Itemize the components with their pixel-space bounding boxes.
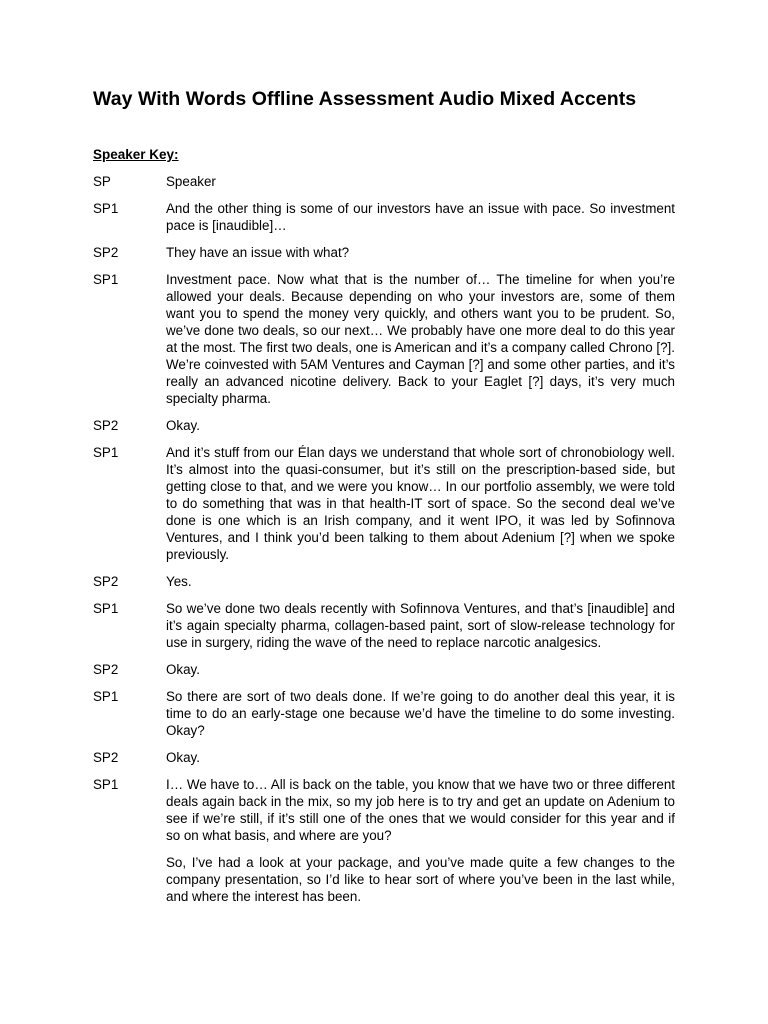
speaker-label: SP1 [93, 201, 119, 216]
transcript-row [93, 776, 675, 844]
utterance-text: They have an issue with what? [166, 245, 350, 260]
transcript [93, 173, 675, 844]
transcript-row [93, 688, 675, 739]
utterance-text: Speaker [166, 174, 216, 189]
utterance-text: So there are sort of two deals done. If we’re going to do another deal this year, it is time to do an early-stage one because we’d have the timeline to do some investing. Okay? [166, 689, 675, 738]
utterance-text: Okay. [166, 418, 200, 433]
transcript-row [93, 173, 675, 190]
utterance-text: Investment pace. Now what that is the number of… The timeline for when you’re allowed your deals. Because depending on who your investors are, some of them want you to spend the money very quickly, and others want you to be prudent. So, we’ve done two deals, so our next… We probably have one more deal to do this year at the most. The first two deals, one is American and it’s a company called Chrono [?]. We’re coinvested with 5AM Ventures and Cayman [?] and some other parties, and it’s really an advanced nicotine delivery. Back to your Eaglet [?] days, it’s very much specialty pharma. [166, 272, 675, 406]
utterance-text: Yes. [166, 574, 192, 589]
speaker-label: SP1 [93, 445, 119, 460]
speaker-key-heading: Speaker Key: [93, 147, 179, 162]
speaker-label: SP1 [93, 689, 119, 704]
transcript-row [93, 444, 675, 563]
utterance-text: I… We have to… All is back on the table, you know that we have two or three different deals again back in the mix, so my job here is to try and get an update on Adenium to see if we’re still, if it’s still one of the ones that we would consider for this year and if so on what basis, and where are you? [166, 777, 675, 843]
utterance-text: And it’s stuff from our Élan days we understand that whole sort of chronobiology well. It’s almost into the quasi-consumer, but it’s still on the prescription-based side, but getting close to that, and we were you know… In our portfolio assembly, we were told to do something that was in that health-IT sort of space. So the second deal we’ve done is one which is an Irish company, and it went IPO, it was led by Sofinnova Ventures, and I think you’d been talking to them about Adenium [?] when we spoke previously. [166, 445, 675, 562]
transcript-row [93, 271, 675, 407]
speaker-label: SP1 [93, 777, 119, 792]
transcript-row [93, 661, 675, 678]
document-page [93, 86, 675, 905]
transcript-row [93, 200, 675, 234]
speaker-label: SP2 [93, 245, 119, 260]
speaker-label: SP2 [93, 662, 119, 677]
utterance-text: Okay. [166, 750, 200, 765]
transcript-row [93, 573, 675, 590]
transcript-continuation: So, I’ve had a look at your package, and you’ve made quite a few changes to the company presentation, so I’d like to hear sort of where you’ve been in the last while, and where the interest has been. [166, 855, 675, 904]
transcript-row [93, 244, 675, 261]
speaker-label: SP1 [93, 272, 119, 287]
speaker-label: SP1 [93, 601, 119, 616]
transcript-row [93, 600, 675, 651]
utterance-text: So we’ve done two deals recently with Sofinnova Ventures, and that’s [inaudible] and it’s again specialty pharma, collagen-based paint, sort of slow-release technology for use in surgery, riding the wave of the need to replace narcotic analgesics. [166, 601, 675, 650]
speaker-label: SP2 [93, 418, 119, 433]
transcript-row [93, 749, 675, 766]
speaker-label: SP2 [93, 750, 119, 765]
document-title: Way With Words Offline Assessment Audio Mixed Accents [93, 88, 637, 110]
transcript-row [93, 417, 675, 434]
speaker-label: SP2 [93, 574, 119, 589]
speaker-label: SP [93, 174, 111, 189]
utterance-text: And the other thing is some of our investors have an issue with pace. So investment pace is [inaudible]… [166, 201, 675, 233]
utterance-text: Okay. [166, 662, 200, 677]
